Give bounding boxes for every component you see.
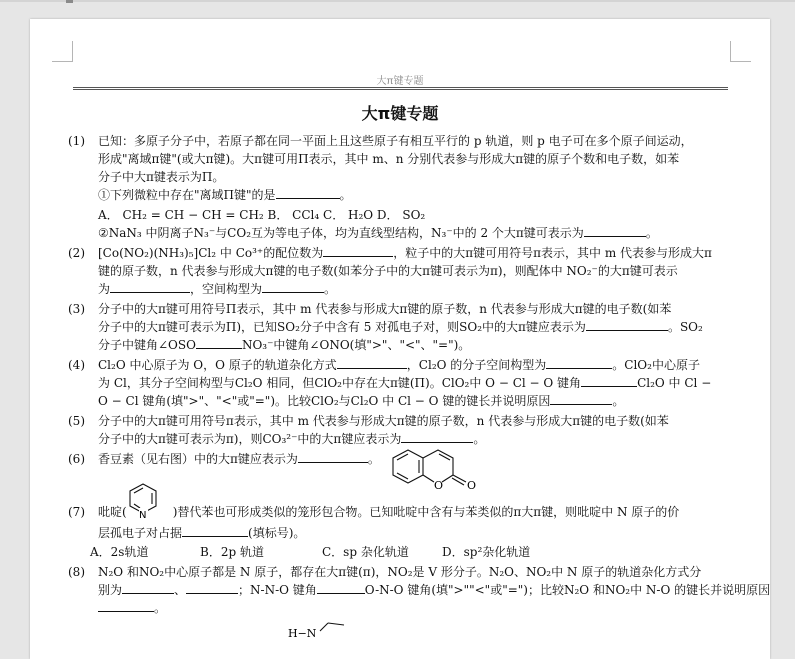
answer-blank[interactable] [262,280,324,293]
document-page [30,19,770,659]
q8-text-3: ；N-N-O 键角 [238,583,317,597]
q2-line-2: 键的原子数，n 代表参与形成大π键的电子数(如苯分子中的大π键可表示为π)，则配体中 NO₂⁻的大π键可表示 [98,264,678,278]
q1-options: A． CH₂ = CH − CH = CH₂ B． CCl₄ C． H₂O D． SO₂ [98,208,426,222]
q7-text-4: (填标号)。 [248,526,306,540]
q4-line-3 [98,392,624,410]
window-top-border [0,0,795,2]
q1-question-1: ①下列微粒中存在"离域Π键"的是 [98,188,276,202]
q7-line-1 [98,503,679,521]
answer-blank[interactable] [401,430,473,443]
q1-line-4 [98,186,352,204]
q4-text-5: Cl₂O 中 Cl − [637,376,712,390]
q1-line-3: 分子中大π键表示为Π。 [98,170,225,184]
q4-line-1 [98,356,700,374]
question-number-3: (3) [68,302,85,316]
answer-blank[interactable] [182,524,248,537]
period: 。 [473,432,486,446]
q3-line-2 [98,318,703,336]
q7-option-a: A．2s轨道 [90,545,149,559]
q3-text-2: 分子中的大π键可表示为Π)，已知SO₂分子中含有 5 对孤电子对，则SO₂中的大π键应表示为 [98,320,586,334]
q2-line-3 [98,280,336,298]
period: 。 [612,394,625,408]
answer-blank[interactable] [110,280,190,293]
crop-mark-right [730,41,751,62]
q4-line-2 [98,374,711,392]
pyridine-structure [126,481,160,521]
answer-blank[interactable] [323,244,393,257]
answer-blank[interactable] [186,581,238,594]
q8-line-2 [98,581,770,599]
coumarin-structure [388,445,478,499]
q3-line-1: 分子中的大π键可用符号Π表示，其中 m 代表参与形成大π键的原子数，n 代表参与形成大π键的电子数(如苯 [98,302,672,316]
q8-comma: 、 [174,583,187,597]
page-header: 大π键专题 [376,76,424,87]
q7-option-b: B．2p 轨道 [200,545,264,559]
q2-text-1: [Co(NO₂)(NH₃)₅]Cl₂ 中 Co³⁺的配位数为 [98,246,324,260]
q3-line-3 [98,336,470,354]
pyridine-nitrogen: N [139,510,147,521]
q4-text-3: 。ClO₂中心原子 [612,358,700,372]
q2-line-1 [98,244,712,262]
answer-blank[interactable] [196,336,242,349]
answer-blank[interactable] [317,581,365,594]
answer-blank[interactable] [276,186,340,199]
period: 。 [154,601,167,615]
scroll-marker [66,0,73,3]
q5-text-2: 分子中的大π键可表示为π)，则CO₃²⁻中的大π键应表示为 [98,432,402,446]
pyrazole-structure [286,619,356,641]
q1-line-1: 已知：多原子分子中，若原子都在同一平面上且这些原子有相互平行的 p 轨道，则 p 电子可在多个原子间运动， [98,134,693,148]
answer-blank[interactable] [546,356,612,369]
question-number-2: (2) [68,246,85,260]
question-number-4: (4) [68,358,85,372]
q8-line-3 [98,599,166,617]
q8-text-4: O-N-O 键角(填">""<"或"=")；比较N₂O 和NO₂中 N-O 的键长并说明原因 [364,583,771,597]
period: 。 [645,226,658,240]
q7-text-1: 吡啶( [98,505,127,519]
question-number-7: (7) [68,505,85,519]
q7-option-c: C．sp 杂化轨道 [322,545,409,559]
q4-text-2: ，Cl₂O 的分子空间构型为 [406,358,547,372]
question-number-5: (5) [68,414,85,428]
q1-question-2: ②NaN₃ 中阴离子N₃⁻与CO₂互为等电子体，均为直线型结构，N₃⁻中的 2 个大π键可表示为 [98,226,584,240]
q8-line-1: N₂O 和NO₂中心原子都是 N 原子，都存在大π键(π)，NO₂是 V 形分子。N₂O、NO₂中 N 原子的轨道杂化方式分 [98,565,702,579]
answer-blank[interactable] [337,356,407,369]
period: 。 [367,452,380,466]
period: 。 [339,188,352,202]
q3-text-3: 。SO₂ [667,320,703,334]
q6-text: 香豆素（见右图）中的大π键应表示为 [98,452,298,466]
question-number-6: (6) [68,452,85,466]
answer-blank[interactable] [581,374,637,387]
q6-line-1 [98,450,380,468]
coumarin-ring-oxygen: O [434,479,444,492]
q5-line-1: 分子中的大π键可用符号π表示，其中 m 代表参与形成大π键的原子数，n 代表参与形成大π键的电子数(如苯 [98,414,669,428]
answer-blank[interactable] [98,599,154,612]
q2-text-2: ，粒子中的大π键可用符号π表示，其中 m 代表参与形成大π [393,246,712,260]
period: 。 [324,282,337,296]
question-number-8: (8) [68,565,85,579]
q4-text-1: Cl₂O 中心原子为 O，O 原子的轨道杂化方式 [98,358,337,372]
crop-mark-left [52,41,73,62]
answer-blank[interactable] [122,581,174,594]
q7-text-2: )替代苯也可形成类似的笼形包合物。已知吡啶中含有与苯类似的π大π键，则吡啶中 N 原子的价 [172,505,680,519]
q7-option-d: D．sp²杂化轨道 [442,545,531,559]
page-title: 大π键专题 [361,104,439,123]
q4-text-4: 为 Cl，其分子空间构型与Cl₂O 相同，但ClO₂中存在大π键(Π)。ClO₂中 O − Cl − O 键角 [98,376,582,390]
q8-text-2: 别为 [98,583,123,597]
q3-text-4: 分子中键角∠OSO [98,338,196,352]
question-number-1: (1) [68,134,85,148]
answer-blank[interactable] [584,224,646,237]
coumarin-carbonyl-oxygen: O [467,479,477,492]
answer-blank[interactable] [586,318,668,331]
q2-text-4: ，空间构型为 [190,282,263,296]
answer-blank[interactable] [550,392,612,405]
q1-line-2: 形成"离域π键"(或大π键)。大π键可用Π表示，其中 m、n 分别代表参与形成大π键的原子个数和电子数，如苯 [98,152,680,166]
q3-text-5: NO₃⁻中键角∠ONO(填">"、"<"、"=")。 [241,338,471,352]
header-rule [73,87,728,90]
q2-text-3: 为 [98,282,111,296]
q1-line-6 [98,224,658,242]
q7-line-2 [98,524,305,542]
q7-text-3: 层孤电子对占据 [98,526,183,540]
answer-blank[interactable] [298,450,368,463]
q4-text-6: O − Cl 键角(填">"、"<"或"=")。比较ClO₂与Cl₂O 中 Cl − O 键的键长并说明原因 [98,394,551,408]
pyrazole-label: H−N [288,627,317,640]
